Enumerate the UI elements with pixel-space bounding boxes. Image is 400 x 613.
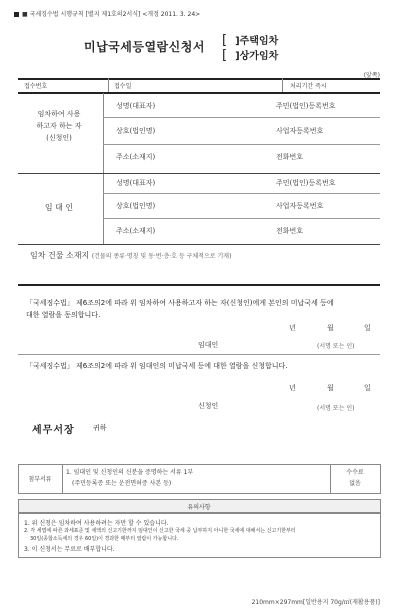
note-item-1: 1. 위 신청은 임차하여 사용하려는 자만 할 수 있습니다. [24,520,169,527]
divider [282,78,283,92]
office-name: 세무서장 [32,425,75,436]
consent-year: 년 [289,324,296,332]
note-item-4: 3. 이 신청서는 무료로 배부합니다. [24,546,115,553]
lessor-name-field[interactable]: 성명(대표자) [116,179,156,187]
lessor-company-field[interactable]: 상호(법인명) [116,202,156,210]
request-signature-field[interactable]: (서명 또는 인) [317,405,355,412]
lessor-phone-field[interactable]: 전화번호 [276,227,304,235]
office-suffix: 귀하 [93,424,107,432]
section-border [18,244,380,245]
property-address-field[interactable]: 임차 건물 소재지 (건물의 종류·명칭 및 동·번·층·호 등 구체적으로 기재) [30,251,232,260]
paper-spec: 210mm×297mm[일반용지 70g/㎡(재활용품)] [251,599,380,606]
attachment-item-1: 1. 임대인 및 신청인의 신분을 증명하는 서류 1부 [66,469,194,476]
applicant-rrn-field[interactable]: 주민(법인)등록번호 [276,102,336,110]
applicant-name-field[interactable]: 성명(대표자) [116,102,156,110]
consent-month: 월 [327,324,334,332]
top-border [18,78,380,80]
page-side: (앞쪽) [363,72,380,79]
divider [103,174,104,244]
request-statement: 「국세징수법」 제6조의2에 따라 위 임대인의 미납국세 등에 대한 열람을 신청합니다. [26,362,288,370]
form-title: 미납국세등열람신청서 [84,40,205,54]
note-item-3: 30일(종합소득세의 경우 60일)이 경과한 때부터 열람이 가능합니다. [30,536,179,542]
fee-value: 없음 [349,480,361,487]
divider [62,464,63,493]
lessor-address-field[interactable]: 주소(소재지) [116,227,156,235]
consent-signature-field[interactable]: (서명 또는 인) [317,343,355,350]
receipt-no-label: 접수번호 [24,83,48,90]
consent-day: 일 [364,324,371,332]
consent-statement: 「국세징수법」 제6조의2에 따라 위 임차하여 사용하고자 하는 자(신청인)에게 본인의 미납국세 등에 대한 열람을 동의합니다. [26,299,334,319]
section-border [18,354,380,355]
row-line [103,218,380,219]
request-signer: 신청인 [198,402,219,410]
applicant-phone-field[interactable]: 전화번호 [276,153,304,161]
section-border [18,284,380,286]
applicant-address-field[interactable]: 주소(소재지) [116,153,156,161]
fee-label: 수수료 [346,469,364,476]
row-line [103,193,380,194]
note-item-2: 2. 각 세법에 따른 과세표준 및 세액의 신고기한까지 임대인이 신고한 국세 중 납부하지 아니한 국세에 대해서는 신고기한부터 [24,528,296,534]
lessor-rrn-field[interactable]: 주민(법인)등록번호 [276,179,336,187]
section-border [18,173,380,174]
divider [108,78,109,92]
row-line [103,117,380,118]
notes-heading: 유의사항 [187,504,211,511]
option-commercial[interactable]: [ ]상가임차 [222,48,279,63]
request-month: 월 [327,384,334,392]
request-day: 일 [364,384,371,392]
legal-reference: ■ 국세징수법 시행규칙 [별지 제1호의2서식] <개정 2011. 3. 24> [14,9,200,18]
request-year: 년 [289,384,296,392]
receipt-date-label: 접수일 [114,83,132,90]
consent-signer: 임대인 [198,341,219,349]
applicant-label: 임차하여 사용 하고자 하는 자 (신청인) [36,110,82,142]
section-border [18,92,380,94]
lessor-bizno-field[interactable]: 사업자등록번호 [276,202,324,210]
processing-period: 처리기간 즉시 [290,83,327,90]
divider [103,93,104,173]
lessor-label: 임 대 인 [44,203,74,212]
row-line [103,144,380,145]
form-type-options [222,34,278,64]
applicant-company-field[interactable]: 상호(법인명) [116,127,156,135]
attachment-item-2: (주민등록증 또는 운전면허증 사본 등) [72,480,172,487]
attachments-label: 첨부서류 [28,476,52,483]
applicant-bizno-field[interactable]: 사업자등록번호 [276,127,324,135]
option-housing[interactable]: [ ]주택임차 [222,33,279,48]
